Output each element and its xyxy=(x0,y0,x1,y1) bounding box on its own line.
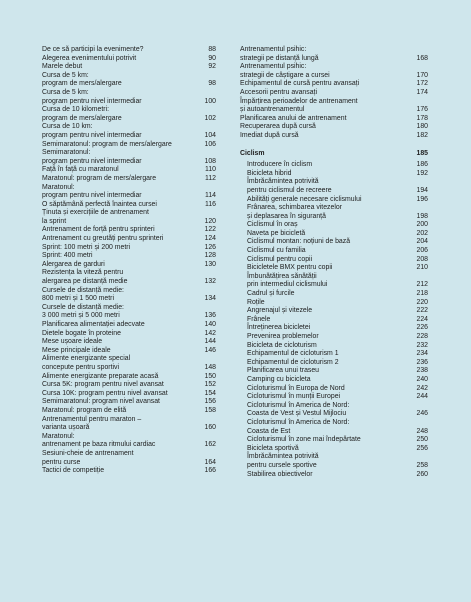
toc-entry-title-line: antrenament pe baza ritmului cardiac xyxy=(42,441,156,449)
toc-entry-title-line: program de mers/alergare xyxy=(42,114,122,122)
toc-entry-page-number: 196 xyxy=(416,195,428,203)
toc-entry xyxy=(42,338,216,347)
toc-entry xyxy=(42,209,216,226)
toc-entry-page-number: 122 xyxy=(204,226,216,234)
toc-entry-title-line: De ce să participi la evenimente? xyxy=(42,46,144,53)
toc-entry-title-line: Sprint: 400 metri xyxy=(42,252,93,260)
toc-entry-page-number: 238 xyxy=(416,367,428,375)
toc-entry xyxy=(240,385,428,394)
toc-entry-page-number: 148 xyxy=(204,363,216,371)
toc-entry xyxy=(240,359,428,368)
toc-entry-page-number: 228 xyxy=(416,333,428,340)
toc-entry-page-number: 206 xyxy=(416,247,428,255)
toc-entry-page-number: 232 xyxy=(416,341,428,349)
toc-entry-page-number: 240 xyxy=(416,375,428,383)
toc-entry xyxy=(240,161,428,170)
toc-entry xyxy=(42,398,216,407)
toc-entry xyxy=(240,238,428,247)
toc-entry-page-number: 226 xyxy=(416,324,428,332)
toc-entry-page-number: 124 xyxy=(204,235,216,243)
toc-entry-title-line: Semimaratonul: program de mers/alergare xyxy=(42,140,172,148)
toc-entry xyxy=(240,342,428,351)
toc-entry xyxy=(42,72,216,89)
toc-entry-title-line: Antrenamentul psihic: xyxy=(240,63,307,71)
toc-entry-title-line: Abilități generale necesare ciclismului xyxy=(247,195,362,203)
toc-entry-page-number: 150 xyxy=(204,372,216,380)
toc-entry xyxy=(42,106,216,123)
toc-entry-title-line: Mese ușoare ideale xyxy=(42,338,103,346)
toc-entry xyxy=(240,46,428,63)
toc-entry-title-line: Îmbrăcămintea potrivită xyxy=(247,178,319,186)
toc-entry-title-line: Naveta pe bicicletă xyxy=(247,229,306,237)
toc-entry xyxy=(42,304,216,321)
toc-entry-page-number: 186 xyxy=(416,161,428,169)
toc-entry-page-number: 220 xyxy=(416,298,428,306)
toc-entry-page-number: 106 xyxy=(204,140,216,148)
toc-entry-page-number: 158 xyxy=(204,406,216,414)
toc-entry-title-line: pentru curse xyxy=(42,458,81,466)
toc-entry-title-line: Roțile xyxy=(247,298,265,306)
toc-entry-title-line: Maratonul: program de elită xyxy=(42,406,127,414)
toc-entry-title-line: Alimente energizante special xyxy=(42,355,131,363)
toc-entry-page-number: 236 xyxy=(416,358,428,366)
toc-entry-page-number: 176 xyxy=(416,106,428,114)
toc-entry-title-line: Antrenament cu greutăți pentru sprinteri xyxy=(42,235,164,243)
toc-entry-page-number: 256 xyxy=(416,444,428,452)
toc-entry-title-line: Ciclismul pentru copii xyxy=(247,255,313,263)
toc-entry-page-number: 102 xyxy=(204,114,216,122)
toc-entry-title-line: Cursa 5K: program pentru nivel avansat xyxy=(42,381,164,389)
toc-entry xyxy=(240,123,428,132)
toc-entry-title-line: Camping cu bicicleta xyxy=(247,375,311,383)
toc-entry-title-line: Îmbrăcămintea potrivită xyxy=(247,453,319,461)
toc-entry-title-line: Bicicleta hibrid xyxy=(247,169,292,177)
toc-entry xyxy=(42,63,216,72)
toc-entry xyxy=(240,290,428,299)
toc-entry-title-line: Împărțirea perioadelor de antrenament xyxy=(240,97,358,105)
toc-entry xyxy=(42,235,216,244)
toc-entry xyxy=(240,178,428,195)
toc-entry-title-line: Față în față cu maratonul xyxy=(42,166,119,174)
toc-entry xyxy=(42,347,216,356)
toc-entry-page-number: 154 xyxy=(204,389,216,397)
toc-entry xyxy=(240,230,428,239)
toc-entry-page-number: 174 xyxy=(416,88,428,96)
toc-entry xyxy=(42,355,216,372)
toc-entry-page-number: 234 xyxy=(416,350,428,358)
toc-entry xyxy=(42,261,216,270)
toc-entry xyxy=(240,324,428,333)
toc-entry xyxy=(240,247,428,256)
toc-entry xyxy=(240,80,428,89)
toc-entry-page-number: 182 xyxy=(416,131,428,139)
toc-entry-title-line: Întreținerea bicicletei xyxy=(247,324,311,332)
toc-entry-page-number: 168 xyxy=(416,54,428,62)
toc-entry-page-number: 166 xyxy=(204,467,216,475)
toc-entry-page-number: 114 xyxy=(205,192,216,200)
toc-entry-page-number: 244 xyxy=(416,393,428,401)
toc-entry-title-line: Bicicleta sportivă xyxy=(247,444,299,452)
toc-entry xyxy=(42,407,216,416)
toc-entry-page-number: 134 xyxy=(204,295,216,303)
toc-entry-page-number: 152 xyxy=(204,381,216,389)
toc-entry-title-line: Cursele de distanță medie: xyxy=(42,286,124,294)
toc-entry-page-number: 110 xyxy=(205,166,216,174)
toc-entry-page-number: 108 xyxy=(204,157,216,165)
toc-entry-title-line: Cursa de 5 km: xyxy=(42,88,89,96)
toc-entry-title-line: Bicicleta de cicloturism xyxy=(247,341,317,349)
toc-entry xyxy=(42,269,216,286)
toc-entry xyxy=(240,221,428,230)
toc-entry-title-line: Coasta de Vest și Vestul Mijlociu xyxy=(247,410,347,418)
toc-entry-page-number: 104 xyxy=(204,131,216,139)
toc-entry-page-number: 136 xyxy=(204,312,216,320)
toc-entry-title-line: Echipamentul de cicloturism 1 xyxy=(247,350,339,358)
toc-entry-page-number: 144 xyxy=(204,338,216,346)
toc-entry-title-line: Planificarea anului de antrenament xyxy=(240,114,347,122)
toc-entry-title-line: Maratonul: xyxy=(42,183,75,191)
toc-entry-page-number: 116 xyxy=(205,200,216,208)
toc-entry-page-number: 192 xyxy=(416,169,428,177)
toc-entry xyxy=(42,467,216,476)
toc-entry xyxy=(240,273,428,290)
toc-entry-title-line: Cicloturismul în munții Europei xyxy=(247,393,341,401)
toc-entry-page-number: 248 xyxy=(416,427,428,435)
toc-entry-title-line: strategii de câștigare a cursei xyxy=(240,71,330,79)
toc-entry-title-line: 800 metri și 1 500 metri xyxy=(42,295,114,303)
toc-entry-page-number: 164 xyxy=(204,458,216,466)
toc-entry xyxy=(42,55,216,64)
section-heading-title: Ciclism xyxy=(240,149,265,157)
toc-entry xyxy=(240,376,428,385)
toc-entry xyxy=(42,381,216,390)
toc-entry xyxy=(240,204,428,221)
toc-entry-title-line: Rezistența la viteză pentru xyxy=(42,269,124,277)
toc-entry xyxy=(240,256,428,265)
toc-entry-title-line: O săptămână perfectă înaintea cursei xyxy=(42,200,157,208)
toc-entry xyxy=(42,416,216,433)
toc-entry-page-number: 90 xyxy=(208,54,216,62)
toc-entry-title-line: Alergarea de garduri xyxy=(42,260,105,268)
toc-entry-title-line: Planificarea alimentației adecvate xyxy=(42,321,145,328)
toc-entry xyxy=(42,149,216,166)
toc-entry-page-number: 204 xyxy=(416,238,428,246)
toc-entry xyxy=(42,321,216,330)
toc-entry-page-number: 198 xyxy=(416,212,428,220)
toc-entry-title-line: Marele debut xyxy=(42,63,83,71)
toc-entry xyxy=(240,132,428,141)
toc-entry-title-line: Imediat după cursă xyxy=(240,131,299,139)
toc-entry-page-number: 140 xyxy=(204,321,216,328)
toc-running-continued xyxy=(240,46,428,141)
toc-entry xyxy=(240,307,428,316)
toc-entry-page-number: 260 xyxy=(416,470,428,478)
toc-entry xyxy=(240,196,428,205)
toc-entry-title-line: 3 000 metri și 5 000 metri xyxy=(42,312,120,320)
toc-entry xyxy=(240,63,428,80)
toc-entry-title-line: Tactici de competiție xyxy=(42,467,105,475)
toc-entry-title-line: Antrenament de forță pentru sprinteri xyxy=(42,226,155,234)
toc-entry-title-line: Maratonul: program de mers/alergare xyxy=(42,174,157,182)
toc-entry-page-number: 258 xyxy=(416,461,428,469)
toc-entry-page-number: 246 xyxy=(416,410,428,418)
toc-entry-title-line: Ciclismul cu familia xyxy=(247,247,306,255)
toc-entry xyxy=(42,330,216,339)
toc-entry-page-number: 88 xyxy=(208,46,216,53)
toc-entry xyxy=(240,98,428,115)
toc-entry xyxy=(42,46,216,55)
toc-entry-title-line: Alimente energizante preparate acasă xyxy=(42,372,159,380)
toc-entry-page-number: 120 xyxy=(204,217,216,225)
toc-entry-title-line: program pentru nivel intermediar xyxy=(42,97,142,105)
toc-entry-page-number: 180 xyxy=(416,123,428,131)
toc-entry-title-line: Cursa de 5 km: xyxy=(42,71,89,79)
toc-entry-title-line: Cursa 10K: program pentru nivel avansat xyxy=(42,389,168,397)
toc-entry-title-line: Ciclismul în oraș xyxy=(247,221,298,229)
toc-left-column xyxy=(42,46,216,476)
toc-entry xyxy=(42,390,216,399)
toc-entry-title-line: program de mers/alergare xyxy=(42,80,122,88)
section-heading-page: 185 xyxy=(416,149,428,157)
toc-entry-title-line: Cicloturismul în zone mai îndepărtate xyxy=(247,436,361,444)
toc-entry-page-number: 126 xyxy=(204,243,216,251)
toc-entry-page-number: 112 xyxy=(205,174,216,182)
toc-entry-title-line: Frânele xyxy=(247,315,271,323)
toc-right-column xyxy=(240,46,428,479)
toc-entry-title-line: Echipamentul de cursă pentru avansați xyxy=(240,80,360,88)
toc-entry-title-line: strategii pe distanță lungă xyxy=(240,54,319,62)
toc-entry-page-number: 178 xyxy=(416,114,428,122)
toc-entry-page-number: 172 xyxy=(416,80,428,88)
toc-entry xyxy=(240,333,428,342)
toc-entry-title-line: alergarea pe distanță medie xyxy=(42,278,128,286)
toc-entry-page-number: 162 xyxy=(204,441,216,449)
toc-entry xyxy=(42,89,216,106)
toc-entry-title-line: Bicicletele BMX pentru copii xyxy=(247,264,333,272)
toc-entry-title-line: Cicloturismul în America de Nord: xyxy=(247,401,350,409)
toc-entry-page-number: 210 xyxy=(416,264,428,272)
toc-entry-page-number: 132 xyxy=(204,278,216,286)
toc-entry xyxy=(240,419,428,436)
toc-entry-title-line: Ținuta și exercițiile de antrenament xyxy=(42,209,149,217)
toc-entry-title-line: Recuperarea după cursă xyxy=(240,123,316,131)
toc-entry xyxy=(240,299,428,308)
toc-entry-title-line: Planificarea unui traseu xyxy=(247,367,320,375)
toc-entry xyxy=(42,226,216,235)
toc-entry xyxy=(240,436,428,445)
toc-entry-title-line: Frânarea, schimbarea vitezelor xyxy=(247,204,342,212)
toc-entry-title-line: Semimaratonul: program nivel avansat xyxy=(42,398,160,406)
toc-entry xyxy=(42,244,216,253)
toc-entry-title-line: Dietele bogate în proteine xyxy=(42,329,121,337)
toc-entry-page-number: 92 xyxy=(208,63,216,71)
toc-entry xyxy=(42,175,216,184)
toc-entry xyxy=(42,184,216,201)
toc-entry-page-number: 146 xyxy=(204,346,216,354)
toc-entry xyxy=(240,350,428,359)
toc-entry-title-line: Angrenajul și vitezele xyxy=(247,307,313,315)
toc-entry-page-number: 218 xyxy=(416,290,428,298)
toc-entry-title-line: și autoantrenamentul xyxy=(240,106,305,114)
toc-entry-title-line: varianta ușoară xyxy=(42,424,90,432)
toc-entry-title-line: Sprint: 100 metri și 200 metri xyxy=(42,243,131,251)
toc-entry xyxy=(42,373,216,382)
toc-entry-title-line: Accesorii pentru avansați xyxy=(240,88,317,96)
toc-entry-title-line: Stabilirea obiectivelor xyxy=(247,470,313,478)
toc-entry-page-number: 100 xyxy=(204,97,216,105)
toc-entry-title-line: Cicloturismul în Europa de Nord xyxy=(247,384,345,392)
toc-entry-page-number: 200 xyxy=(416,221,428,229)
toc-entry-page-number: 156 xyxy=(204,398,216,406)
toc-entry xyxy=(42,287,216,304)
toc-entry-title-line: Mese principale ideale xyxy=(42,346,111,354)
toc-entry xyxy=(240,393,428,402)
toc-entry-title-line: Cursa de 10 kilometri: xyxy=(42,106,110,114)
toc-entry-title-line: Semimaratonul: xyxy=(42,149,91,157)
toc-entry xyxy=(240,115,428,124)
toc-entry-page-number: 98 xyxy=(208,80,216,88)
toc-entry-title-line: Cursele de distanță medie: xyxy=(42,303,124,311)
toc-entry xyxy=(240,264,428,273)
toc-entry-title-line: la sprint xyxy=(42,217,67,225)
toc-cycling-entries xyxy=(240,161,428,479)
toc-entry xyxy=(240,471,428,480)
toc-entry-title-line: program pentru nivel intermediar xyxy=(42,131,142,139)
toc-entry xyxy=(42,166,216,175)
toc-entry xyxy=(42,252,216,261)
toc-entry xyxy=(240,453,428,470)
toc-entry-page-number: 160 xyxy=(204,424,216,432)
toc-entry-title-line: program pentru nivel intermediar xyxy=(42,192,142,200)
toc-entry-title-line: Coasta de Est xyxy=(247,427,291,435)
toc-entry xyxy=(240,402,428,419)
toc-entry xyxy=(240,367,428,376)
toc-entry-page-number: 212 xyxy=(416,281,428,289)
toc-entry-page-number: 222 xyxy=(416,307,428,315)
toc-entry-title-line: Maratonul: xyxy=(42,432,75,440)
toc-entry xyxy=(42,201,216,210)
toc-entry-title-line: Cicloturismul în America de Nord: xyxy=(247,418,350,426)
toc-entry xyxy=(42,123,216,140)
toc-entry-title-line: pentru cursele sportive xyxy=(247,461,317,469)
toc-entry-title-line: prin intermediul ciclismului xyxy=(247,281,328,289)
toc-entry-title-line: concepute pentru sportivi xyxy=(42,363,119,371)
toc-entry-page-number: 194 xyxy=(416,186,428,194)
toc-entry-page-number: 202 xyxy=(416,229,428,237)
section-gap xyxy=(240,141,428,150)
toc-entry-title-line: Sesiuni-cheie de antrenament xyxy=(42,449,134,457)
toc-entry-page-number: 242 xyxy=(416,384,428,392)
toc-entry-title-line: și deplasarea în siguranță xyxy=(247,212,326,220)
toc-entry-title-line: Îmbunătățirea sănătății xyxy=(247,272,317,280)
toc-entry-title-line: Prevenirea problemelor xyxy=(247,333,319,340)
toc-entry-title-line: Cursa de 10 km: xyxy=(42,123,93,131)
toc-entry-title-line: Alegerea evenimentului potrivit xyxy=(42,54,137,62)
toc-entry xyxy=(42,141,216,150)
toc-entry-page-number: 142 xyxy=(204,329,216,337)
toc-entry-page-number: 128 xyxy=(204,252,216,260)
toc-entry-page-number: 208 xyxy=(416,255,428,263)
toc-entry-title-line: Cadrul și furcile xyxy=(247,290,295,298)
toc-entry-title-line: Antrenamentul pentru maraton – xyxy=(42,415,142,423)
toc-entry xyxy=(42,450,216,467)
toc-entry-page-number: 224 xyxy=(416,315,428,323)
toc-entry-page-number: 250 xyxy=(416,436,428,444)
section-heading-cycling xyxy=(240,150,428,159)
toc-entry-page-number: 130 xyxy=(204,260,216,268)
toc-entry-title-line: Ciclismul montan: noțiuni de bază xyxy=(247,238,351,246)
toc-entry-title-line: pentru ciclismul de recreere xyxy=(247,186,332,194)
toc-entry-page-number: 170 xyxy=(416,71,428,79)
toc-entry-title-line: Echipamentul de cicloturism 2 xyxy=(247,358,339,366)
toc-entry-title-line: Introducere în ciclism xyxy=(247,161,313,169)
toc-entry xyxy=(42,433,216,450)
toc-entry-title-line: Antrenamentul psihic: xyxy=(240,46,307,53)
toc-entry xyxy=(240,89,428,98)
toc-entry-title-line: program pentru nivel intermediar xyxy=(42,157,142,165)
